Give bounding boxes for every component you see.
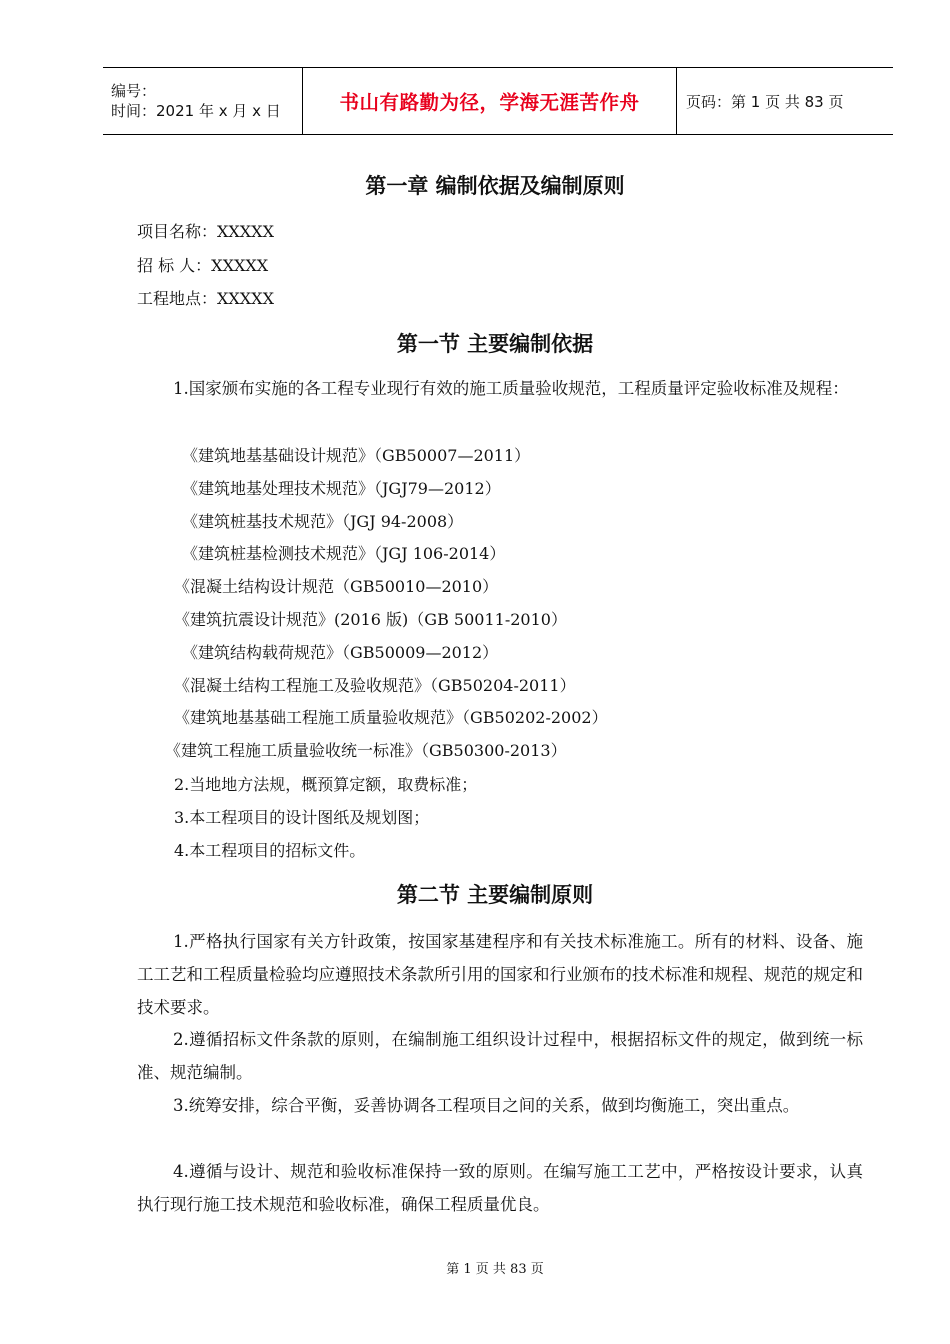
standard-item: 《建筑工程施工质量验收统一标准》（GB50300-2013）: [165, 741, 567, 760]
document-number: 编号：: [111, 82, 157, 100]
standard-item: 《建筑地基基础工程施工质量验收规范》（GB50202-2002）: [174, 708, 608, 727]
basis-item: 2.当地地方法规，概预算定额，取费标准；: [174, 775, 478, 794]
header-motto: 书山有路勤为径，学海无涯苦作舟: [339, 91, 640, 114]
principle-paragraph: 1.严格执行国家有关方针政策，按国家基建程序和有关技术标准施工。所有的材料、设备、施工工艺和工程质量检验均应遵照技术条款所引用的国家和行业颁布的技术标准和规程、规范的规定和技术要求。: [137, 932, 863, 1017]
standard-item: 《建筑地基基础设计规范》（GB50007—2011）: [182, 446, 531, 465]
standard-item: 《混凝土结构设计规范（GB50010—2010）: [174, 577, 499, 596]
project-name: 项目名称：XXXXX: [137, 222, 274, 241]
project-location: 工程地点：XXXXX: [137, 289, 274, 308]
chapter-title: 第一章 编制依据及编制原则: [365, 174, 625, 198]
standard-item: 《混凝土结构工程施工及验收规范》（GB50204-2011）: [174, 676, 576, 695]
basis-item: 3.本工程项目的设计图纸及规划图；: [174, 808, 430, 827]
section-1-title: 第一节 主要编制依据: [396, 332, 594, 356]
principle-paragraph: 3.统筹安排，综合平衡，妥善协调各工程项目之间的关系，做到均衡施工，突出重点。: [173, 1096, 800, 1115]
standard-item: 《建筑地基处理技术规范》（JGJ79—2012）: [182, 479, 501, 498]
page-header: [103, 67, 893, 135]
section-1-intro: 1.国家颁布实施的各工程专业现行有效的施工质量验收规范，工程质量评定验收标准及规程：: [173, 379, 849, 398]
project-bidder: 招 标 人：XXXXX: [137, 256, 269, 275]
header-meta: [103, 68, 303, 134]
basis-item: 4.本工程项目的招标文件。: [174, 841, 366, 860]
principle-paragraph: 4.遵循与设计、规范和验收标准保持一致的原则。在编写施工工艺中，严格按设计要求，认真执行现行施工技术规范和验收标准，确保工程质量优良。: [137, 1162, 863, 1214]
principle-paragraph: 2.遵循招标文件条款的原则，在编制施工组织设计过程中，根据招标文件的规定，做到统一标准、规范编制。: [137, 1030, 863, 1082]
standard-item: 《建筑结构载荷规范》（GB50009—2012）: [182, 643, 499, 662]
header-page-number: 页码：第 1 页 共 83 页: [686, 92, 844, 111]
document-date: 时间：2021 年 x 月 x 日: [111, 102, 281, 120]
standard-item: 《建筑抗震设计规范》(2016 版)（GB 50011-2010）: [174, 610, 567, 629]
header-motto-cell: [303, 68, 677, 134]
page-footer: 第 1 页 共 83 页: [446, 1262, 544, 1277]
standard-item: 《建筑桩基检测技术规范》（JGJ 106-2014）: [182, 544, 506, 563]
section-2-title: 第二节 主要编制原则: [396, 883, 594, 907]
standard-item: 《建筑桩基技术规范》（JGJ 94-2008）: [182, 512, 464, 531]
